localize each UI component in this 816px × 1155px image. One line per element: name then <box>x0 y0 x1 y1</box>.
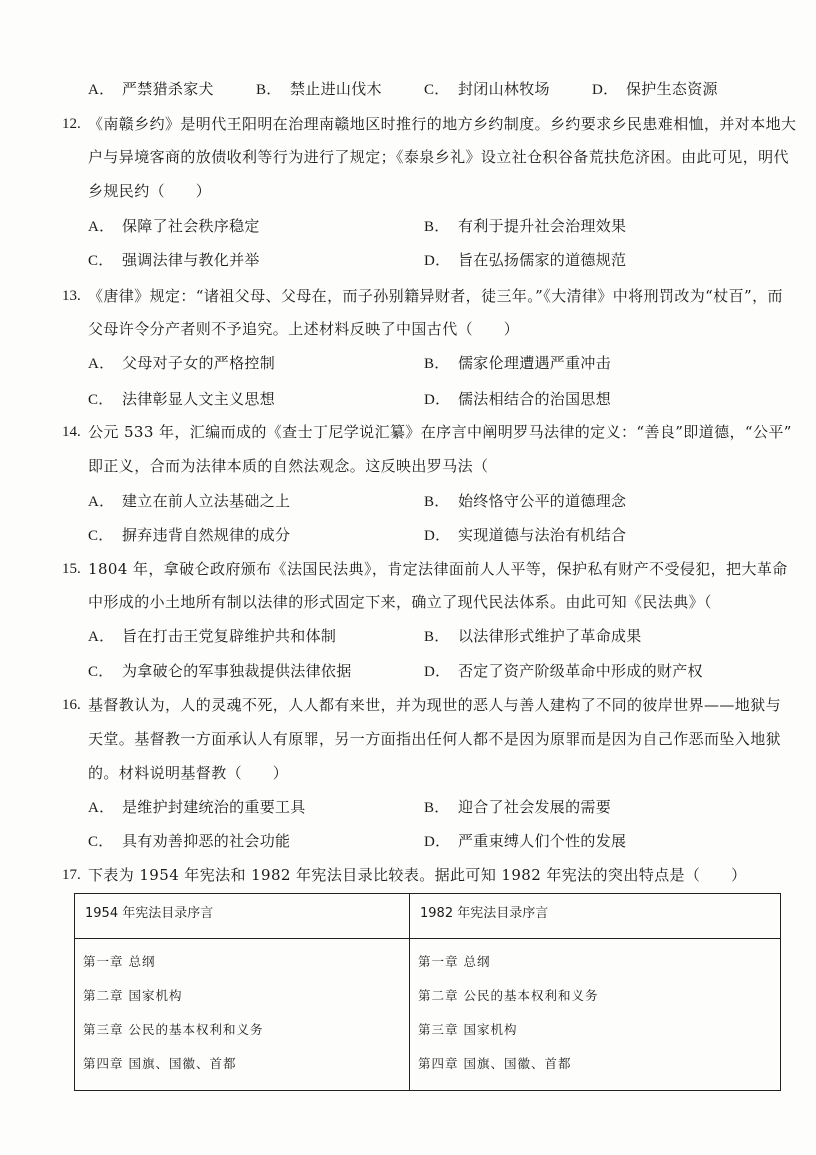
option-b: B． 以法律形式维护了革命成果 <box>424 627 642 645</box>
option-d: D． 旨在弘扬儒家的道德规范 <box>424 251 627 269</box>
option-d: D． 保护生态资源 <box>592 80 718 98</box>
question-stem-line: 户与异境客商的放债收利等行为进行了规定；《泰泉乡礼》设立社仓积谷备荒扶危济困。由此可见，明代 <box>88 148 789 166</box>
question-number: 17. <box>62 867 81 883</box>
table-row: 第三章 公民的基本权利和义务 <box>83 1022 264 1037</box>
option-a: A． 父母对子女的严格控制 <box>88 354 276 372</box>
question-stem-line: 《唐律》规定：“诸祖父母、父母在，而子孙别籍异财者，徒三年。”《大清律》中将刑罚改为“杖百”，而 <box>88 287 783 305</box>
question-stem-line: 父母许令分产者则不予追究。上述材料反映了中国古代（ ） <box>88 320 520 338</box>
table-column-1982 <box>410 894 781 1091</box>
question-number: 14. <box>62 424 81 440</box>
table-header: 1954 年宪法目录序言 <box>75 894 409 939</box>
option-a: A． 保障了社会秩序稳定 <box>88 217 260 235</box>
option-a: A． 建立在前人立法基础之上 <box>88 492 291 510</box>
option-b: B． 始终恪守公平的道德理念 <box>424 492 627 510</box>
question-stem-line: 乡规民约（ ） <box>88 182 212 200</box>
constitution-comparison-table <box>74 893 781 1091</box>
option-c: C． 封闭山林牧场 <box>424 80 550 98</box>
option-d: D． 实现道德与法治有机结合 <box>424 526 627 544</box>
question-number: 15. <box>62 561 81 577</box>
question-stem-line: 的。材料说明基督教（ ） <box>88 764 289 782</box>
option-b: B． 迎合了社会发展的需要 <box>424 798 612 816</box>
option-c: C． 为拿破仑的军事独裁提供法律依据 <box>88 662 352 680</box>
option-b: B． 禁止进山伐木 <box>256 80 382 98</box>
table-row: 第二章 公民的基本权利和义务 <box>418 988 599 1003</box>
table-row: 第二章 国家机构 <box>83 988 183 1003</box>
question-stem-line: 中形成的小土地所有制以法律的形式固定下来，确立了现代民法体系。由此可知《民法典》（ <box>88 593 712 611</box>
option-c: C． 强调法律与教化并举 <box>88 251 260 269</box>
question-stem-line: 下表为 1954 年宪法和 1982 年宪法目录比较表。据此可知 1982 年宪法的突出特点是（ ） <box>88 866 747 884</box>
option-a: A． 是维护封建统治的重要工具 <box>88 798 306 816</box>
option-c: C． 法律彰显人文主义思想 <box>88 390 276 408</box>
table-row: 第四章 国旗、国徽、首都 <box>83 1056 237 1071</box>
option-d: D． 严重束缚人们个性的发展 <box>424 832 627 850</box>
option-a: A． 旨在打击王党复辟维护共和体制 <box>88 627 337 645</box>
question-stem-line: 公元 533 年，汇编而成的《查士丁尼学说汇纂》在序言中阐明罗马法律的定义：“善良”即道德，“公平” <box>88 423 792 441</box>
question-stem-line: 天堂。基督教一方面承认人有原罪，另一方面指出任何人都不是因为原罪而是因为自己作恶而坠入地狱 <box>88 730 782 748</box>
option-b: B． 有利于提升社会治理效果 <box>424 217 627 235</box>
option-c: C． 摒弃违背自然规律的成分 <box>88 526 291 544</box>
option-c: C． 具有劝善抑恶的社会功能 <box>88 832 291 850</box>
question-number: 16. <box>62 697 81 713</box>
question-number: 12. <box>62 116 81 132</box>
table-row: 第一章 总纲 <box>418 954 491 969</box>
question-number: 13. <box>62 288 81 304</box>
option-d: D． 否定了资产阶级革命中形成的财产权 <box>424 662 703 680</box>
table-row: 第一章 总纲 <box>83 954 156 969</box>
question-stem-line: 即正义，合而为法律本质的自然法观念。这反映出罗马法（ <box>88 457 489 475</box>
table-row: 第三章 国家机构 <box>418 1022 518 1037</box>
option-d: D． 儒法相结合的治国思想 <box>424 390 612 408</box>
question-stem-line: 基督教认为，人的灵魂不死，人人都有来世，并为现世的恶人与善人建构了不同的彼岸世界——地狱与 <box>88 696 782 714</box>
table-header: 1982 年宪法目录序言 <box>410 894 780 939</box>
table-row: 第四章 国旗、国徽、首都 <box>418 1056 572 1071</box>
table-column-1954 <box>75 894 410 1091</box>
option-a: A． 严禁猎杀家犬 <box>88 80 214 98</box>
question-stem-line: 《南赣乡约》是明代王阳明在治理南赣地区时推行的地方乡约制度。乡约要求乡民患难相恤，并对本地大 <box>88 115 797 133</box>
question-stem-line: 1804 年，拿破仑政府颁布《法国民法典》，肯定法律面前人人平等，保护私有财产不受侵犯，把大革命 <box>88 560 788 578</box>
option-b: B． 儒家伦理遭遇严重冲击 <box>424 354 612 372</box>
